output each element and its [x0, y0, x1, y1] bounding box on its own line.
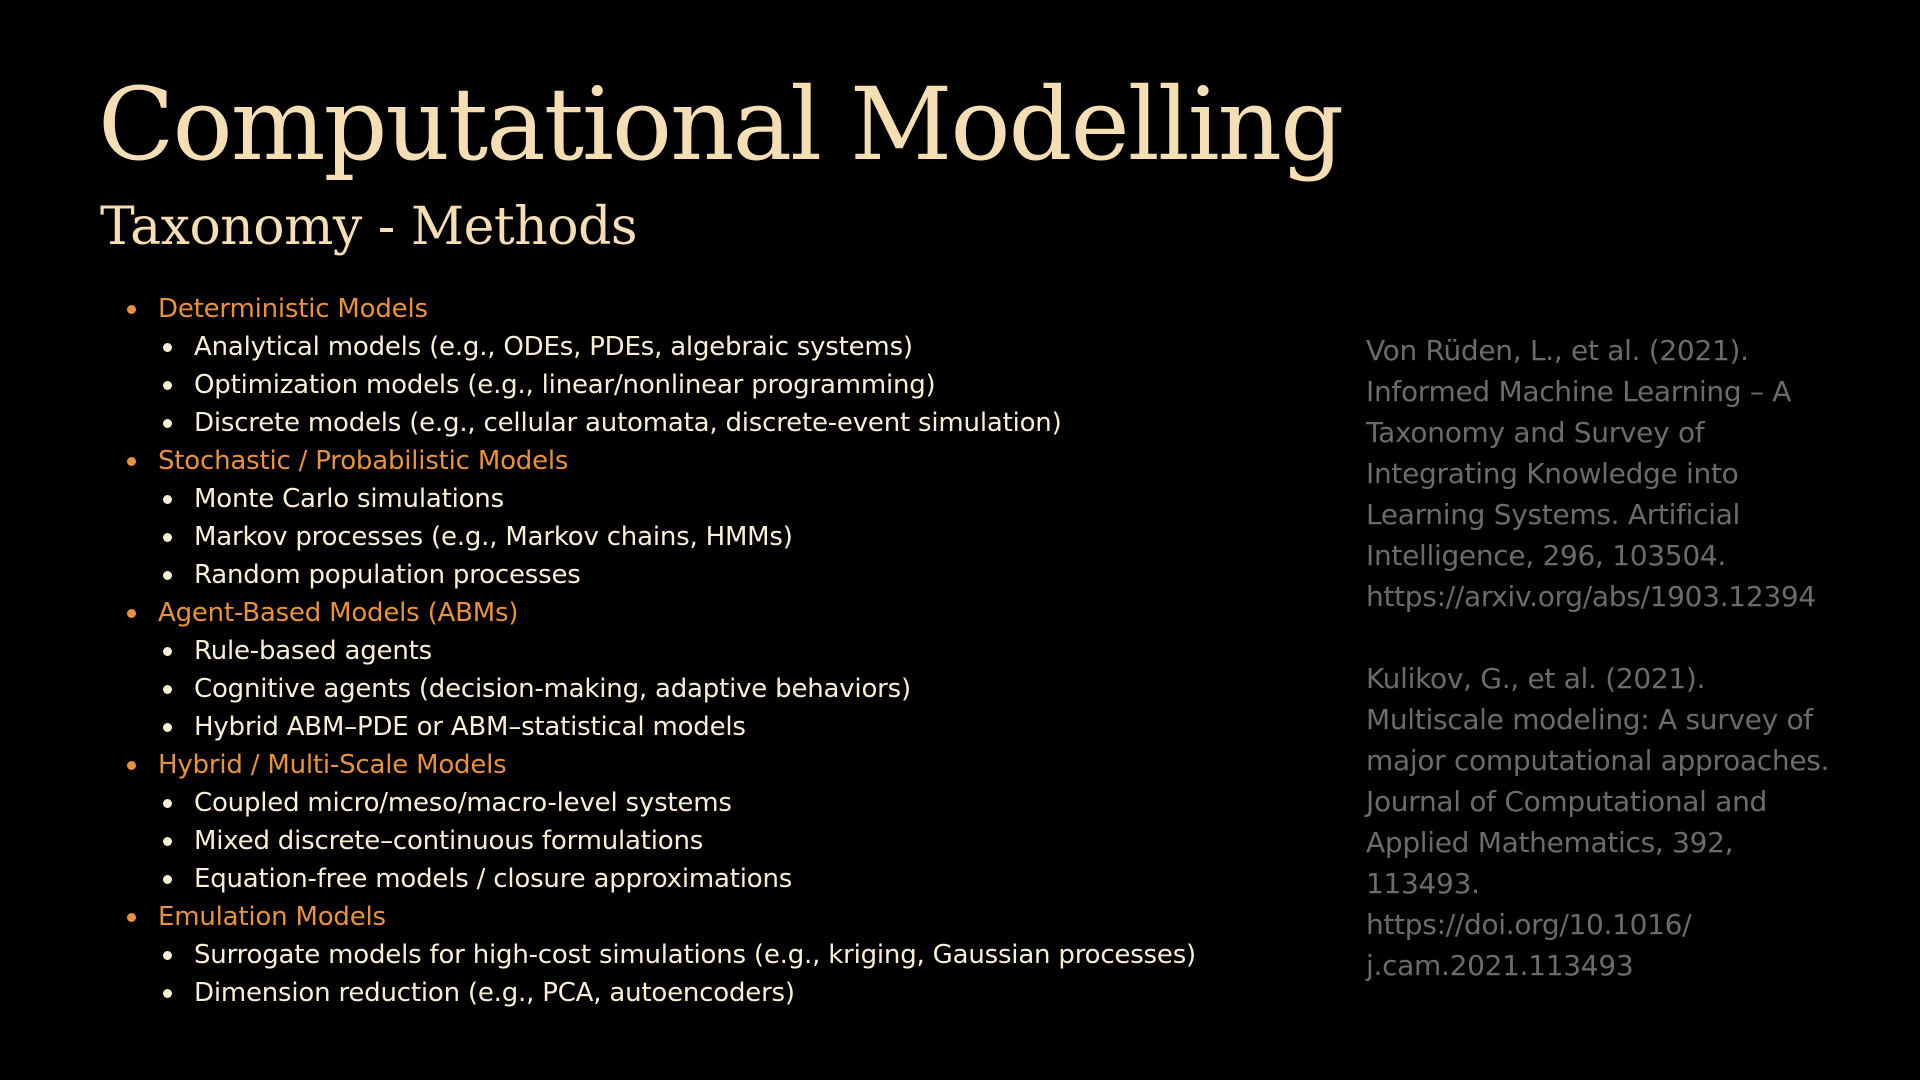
reference-line: Applied Mathematics, 392,: [1366, 826, 1734, 859]
reference-line: Taxonomy and Survey of: [1366, 416, 1705, 449]
list-item: Optimization models (e.g., linear/nonlinear programming): [120, 366, 1350, 404]
reference-kulikov: [1366, 658, 1886, 986]
reference-von-ruden: [1366, 330, 1886, 617]
category-emulation: Emulation Models: [120, 898, 1350, 936]
reference-link[interactable]: https://doi.org/10.1016/: [1366, 908, 1692, 941]
reference-line: Journal of Computational and: [1366, 785, 1767, 818]
reference-link[interactable]: https://arxiv.org/abs/1903.12394: [1366, 580, 1816, 613]
reference-spacer: [1366, 617, 1886, 658]
category-deterministic-items: [120, 328, 1350, 442]
reference-line: 113493.: [1366, 867, 1480, 900]
list-item: Cognitive agents (decision-making, adaptive behaviors): [120, 670, 1350, 708]
slide-title: Computational Modelling: [98, 66, 1343, 183]
list-item: Dimension reduction (e.g., PCA, autoencoders): [120, 974, 1350, 1012]
list-item: Monte Carlo simulations: [120, 480, 1350, 518]
category-agent-based: Agent-Based Models (ABMs): [120, 594, 1350, 632]
list-item: Rule-based agents: [120, 632, 1350, 670]
slide-subtitle: Taxonomy - Methods: [100, 197, 638, 257]
category-hybrid-items: [120, 784, 1350, 898]
list-item: Coupled micro/meso/macro-level systems: [120, 784, 1350, 822]
reference-line: Intelligence, 296, 103504.: [1366, 539, 1726, 572]
list-item: Analytical models (e.g., ODEs, PDEs, algebraic systems): [120, 328, 1350, 366]
reference-line: Kulikov, G., et al. (2021).: [1366, 662, 1706, 695]
reference-line: Informed Machine Learning – A: [1366, 375, 1792, 408]
list-item: Hybrid ABM–PDE or ABM–statistical models: [120, 708, 1350, 746]
reference-line: Von Rüden, L., et al. (2021).: [1366, 334, 1749, 367]
list-item: Discrete models (e.g., cellular automata, discrete-event simulation): [120, 404, 1350, 442]
category-emulation-items: [120, 936, 1350, 1012]
references: [1366, 330, 1886, 986]
reference-link[interactable]: j.cam.2021.113493: [1366, 949, 1634, 982]
reference-line: Integrating Knowledge into: [1366, 457, 1739, 490]
reference-line: Learning Systems. Artificial: [1366, 498, 1741, 531]
list-item: Equation-free models / closure approximations: [120, 860, 1350, 898]
category-agent-based-items: [120, 632, 1350, 746]
category-deterministic: Deterministic Models: [120, 290, 1350, 328]
category-stochastic-items: [120, 480, 1350, 594]
method-outline: [120, 290, 1350, 1012]
category-hybrid: Hybrid / Multi-Scale Models: [120, 746, 1350, 784]
list-item: Random population processes: [120, 556, 1350, 594]
reference-line: Multiscale modeling: A survey of: [1366, 703, 1813, 736]
list-item: Mixed discrete–continuous formulations: [120, 822, 1350, 860]
list-item: Markov processes (e.g., Markov chains, HMMs): [120, 518, 1350, 556]
list-item: Surrogate models for high-cost simulations (e.g., kriging, Gaussian processes): [120, 936, 1350, 974]
category-stochastic: Stochastic / Probabilistic Models: [120, 442, 1350, 480]
reference-line: major computational approaches.: [1366, 744, 1830, 777]
